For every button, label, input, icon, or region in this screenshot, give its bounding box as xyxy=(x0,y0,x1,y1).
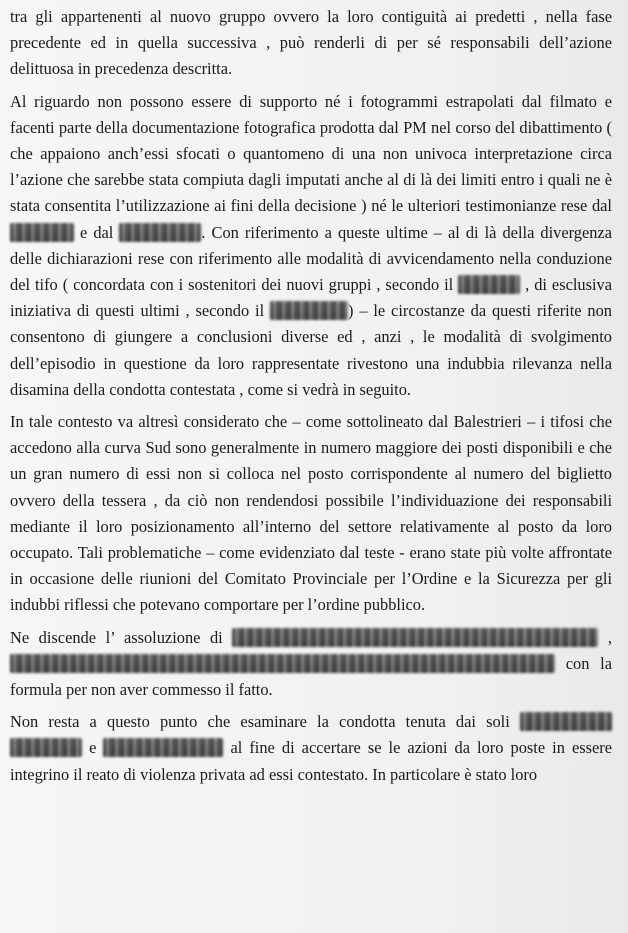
text-segment: con la formula per non aver commesso il fatto. xyxy=(10,653,612,700)
redacted-name xyxy=(10,223,74,242)
text-segment: Ne discende l’ assoluzione di xyxy=(10,627,223,647)
text-segment: e xyxy=(89,738,97,758)
text-segment: ) – le circostanze da questi riferite non consentono di giungere a conclusioni diverse ed , anzi , le modalità di svolgimento dell’episodio in questione da loro rappresentate rivestono una indubbia rilevanza nella disamina della condotta contestata , come si vedrà in seguito. xyxy=(10,301,613,399)
paragraph xyxy=(10,709,612,788)
text-segment: al fine di accertare se le azioni da loro poste in essere integrino il reato di violenza privata ad essi contestato. In particolare è stato loro xyxy=(10,738,612,784)
redacted-name xyxy=(232,628,598,647)
document-body xyxy=(10,4,612,794)
text-segment: , xyxy=(607,627,612,647)
redacted-name xyxy=(270,301,348,320)
redacted-name xyxy=(103,738,223,757)
text-segment: , di esclusiva iniziativa di questi ultimi , secondo il xyxy=(10,275,612,321)
text-segment: e dal xyxy=(80,222,114,242)
redacted-name xyxy=(10,654,555,673)
text-segment: tra gli appartenenti al nuovo gruppo ovvero la loro contiguità ai predetti , nella fase precedente ed in quella successiva , può renderli di per sé responsabili dell’azione delittuosa in precedenza descritta. xyxy=(10,7,612,79)
text-segment: Al riguardo non possono essere di supporto né i fotogrammi estrapolati dal filmato e facenti parte della documentazione fotografica prodotta dal PM nel corso del dibattimento ( che appaiono anch’essi sfocati o quantomeno di una non univoca interpretazione circa l’azione che sarebbe stata compiuta dagli imputati anche al di là dei limiti entro i quali ne è stata consentita l’utilizzazione ai fini della decisione ) né le ulteriori testimonianze rese dal xyxy=(10,91,612,216)
paragraph xyxy=(10,89,612,403)
redacted-name xyxy=(520,712,612,731)
text-segment: In tale contesto va altresì considerato che – come sottolineato dal Balestrieri – i tifosi che accedono alla curva Sud sono generalmente in numero maggiore dei posti disponibili e che un gran numero di essi non si colloca nel posto corrispondente al numero del biglietto ovvero della tessera , da ciò non rendendosi possibile l’individuazione dei responsabili mediante il loro posizionamento all’interno del settore relativamente al posto da loro occupato. Tali problematiche – come evidenziato dal teste - erano state più volte affrontate in occasione delle riunioni del Comitato Provinciale per l’Ordine e la Sicurezza per gli indubbi riflessi che potevano comportare per l’ordine pubblico. xyxy=(10,412,612,615)
paragraph xyxy=(10,4,612,83)
paragraph xyxy=(10,409,612,619)
redacted-name xyxy=(10,738,82,757)
redacted-name xyxy=(119,223,201,242)
redacted-name xyxy=(458,275,520,294)
text-segment: Non resta a questo punto che esaminare la condotta tenuta dai soli xyxy=(10,712,510,732)
paragraph xyxy=(10,625,612,704)
text-segment: . Con riferimento a queste ultime – al di là della divergenza delle dichiarazioni rese con riferimento alle modalità di avvicendamento nella conduzione del tifo ( concordata con i sostenitori dei nuovi gruppi , secondo il xyxy=(10,222,612,295)
